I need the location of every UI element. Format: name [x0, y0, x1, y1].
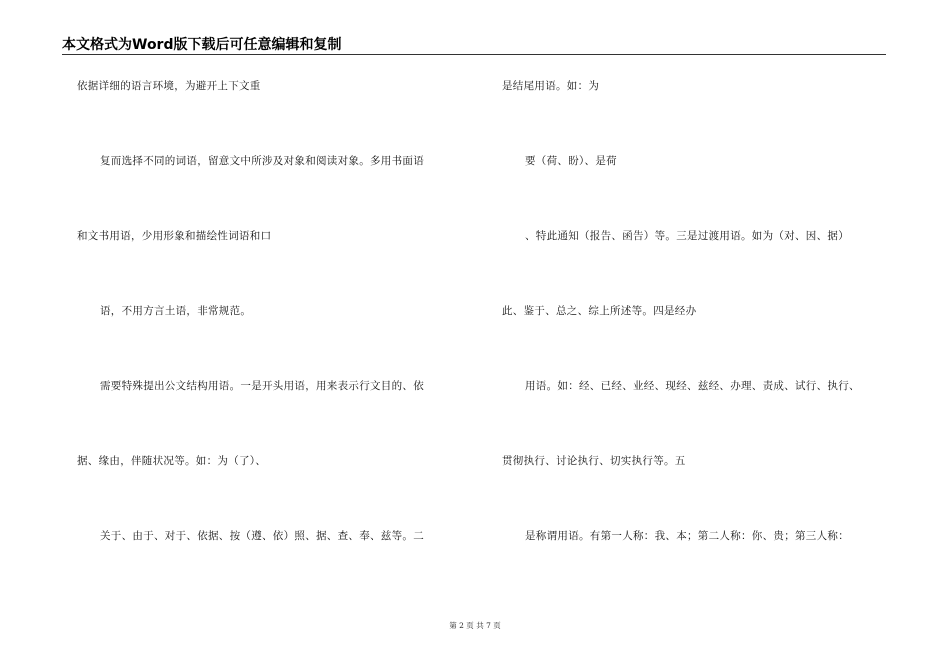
page-number-footer: 第 2 页 共 7 页 — [449, 621, 501, 630]
text-line: 贯彻执行、讨论执行、切实执行等。五 — [502, 455, 686, 467]
text-line: 需要特殊提出公文结构用语。一是开头用语，用来表示行文目的、依 — [100, 380, 424, 392]
header-divider — [62, 54, 886, 55]
text-line: 复而选择不同的词语，留意文中所涉及对象和阅读对象。多用书面语 — [100, 155, 424, 167]
text-line: 用语。如：经、已经、业经、现经、兹经、办理、责成、试行、执行、 — [525, 380, 860, 392]
text-line: 据、缘由，伴随状况等。如：为（了）、 — [77, 455, 267, 467]
text-line: 、特此通知（报告、函告）等。三是过渡用语。如为（对、因、据） — [525, 230, 849, 242]
text-line: 要（荷、盼）、是荷 — [525, 155, 617, 167]
text-line: 是结尾用语。如：为 — [502, 80, 600, 92]
text-line: 和文书用语，少用形象和描绘性词语和口 — [77, 230, 272, 242]
document-header-title: 本文格式为Word版下载后可任意编辑和复制 — [62, 37, 342, 53]
text-line: 关于、由于、对于、依据、按（遵、依）照、据、查、奉、兹等。二 — [100, 530, 424, 542]
text-line: 语，不用方言土语，非常规范。 — [100, 305, 252, 317]
text-line: 依据详细的语言环境，为避开上下文重 — [77, 80, 261, 92]
text-line: 此、鉴于、总之、综上所述等。四是经办 — [502, 305, 697, 317]
text-line: 是称谓用语。有第一人称：我、本；第二人称：你、贵；第三人称： — [525, 530, 849, 542]
